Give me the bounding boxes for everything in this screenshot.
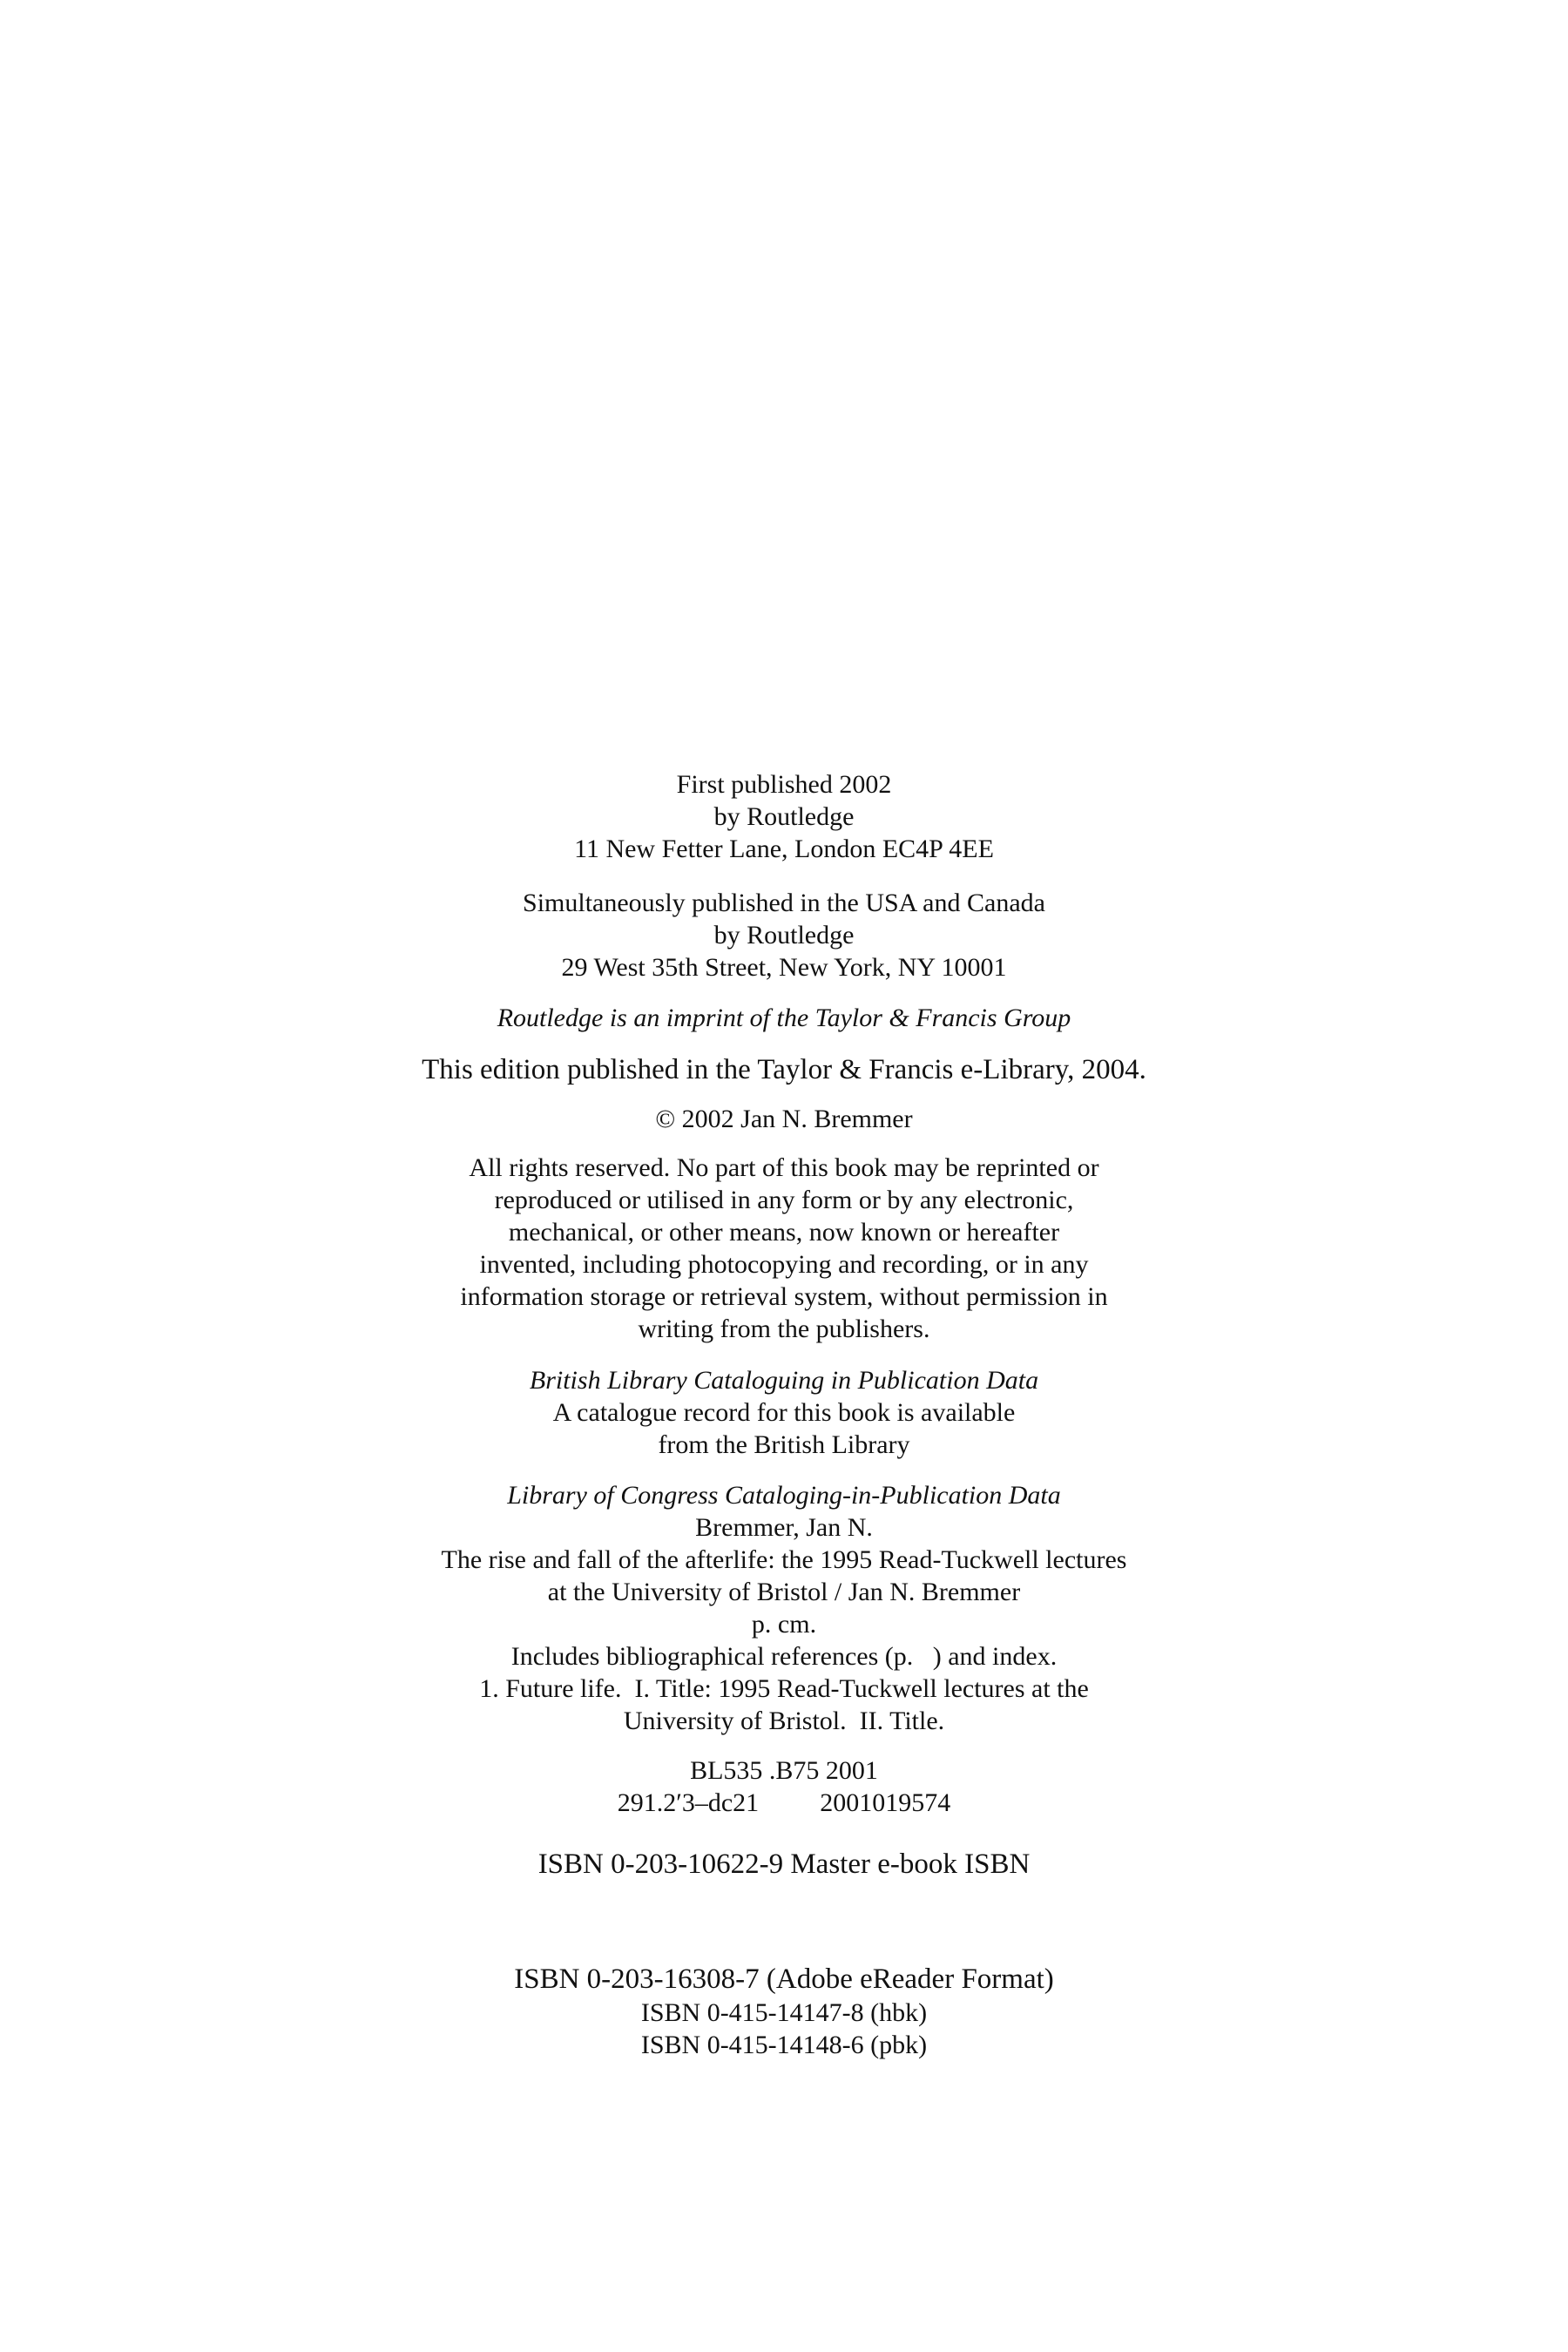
rights-statement (0, 1152, 1568, 1345)
rights-line: information storage or retrieval system, without permission in (460, 1282, 1108, 1311)
loc-line: Includes bibliographical references (p. ) and index. (510, 1642, 1058, 1671)
loc-line: University of Bristol. II. Title. (623, 1707, 945, 1735)
loc-line: at the University of Bristol / Jan N. Bremmer (547, 1578, 1021, 1606)
imprint-note (0, 1002, 1568, 1034)
loc-line: p. cm. (751, 1610, 817, 1639)
british-library-cip (0, 1364, 1568, 1461)
publisher-address-uk: 11 New Fetter Lane, London EC4P 4EE (574, 835, 994, 863)
simultaneous-note: Simultaneously published in the USA and Canada (523, 889, 1045, 917)
first-published: First published 2002 (676, 770, 892, 799)
loc-line: Bremmer, Jan N. (695, 1513, 873, 1542)
call-number: BL535 .B75 2001 (690, 1756, 878, 1785)
loc-heading: Library of Congress Cataloging-in-Publication Data (507, 1481, 1061, 1510)
edition-text: This edition published in the Taylor & Francis e-Library, 2004. (422, 1054, 1146, 1085)
copyright-text: © 2002 Jan N. Bremmer (655, 1105, 913, 1133)
rights-line: reproduced or utilised in any form or by any electronic, (494, 1186, 1074, 1214)
isbn-pbk: ISBN 0-415-14148-6 (pbk) (640, 2031, 928, 2059)
bl-heading: British Library Cataloguing in Publication Data (529, 1366, 1039, 1395)
publisher-uk (0, 768, 1568, 865)
dewey-number: 291.2′3–dc21 (617, 1788, 760, 1817)
loc-line: The rise and fall of the afterlife: the 1995 Read-Tuckwell lectures (441, 1545, 1127, 1574)
edition-note (0, 1052, 1568, 1087)
rights-line: All rights reserved. No part of this book may be reprinted or (469, 1153, 1099, 1182)
loc-cip (0, 1479, 1568, 1737)
isbn-hbk: ISBN 0-415-14147-8 (hbk) (640, 1998, 928, 2027)
publisher-name: by Routledge (713, 802, 855, 831)
isbn-list (0, 1962, 1568, 2061)
publisher-name: by Routledge (713, 921, 855, 950)
copyright-notice (0, 1103, 1568, 1135)
publisher-address-us: 29 West 35th Street, New York, NY 10001 (561, 953, 1007, 982)
bl-line: from the British Library (658, 1430, 910, 1459)
isbn-master (0, 1847, 1568, 1882)
lccn-number: 2001019574 (820, 1788, 951, 1817)
imprint-text: Routledge is an imprint of the Taylor & Francis Group (497, 1004, 1071, 1032)
rights-line: mechanical, or other means, now known or hereafter (508, 1218, 1060, 1247)
publisher-us (0, 887, 1568, 983)
isbn-master-text: ISBN 0-203-10622-9 Master e-book ISBN (537, 1848, 1031, 1880)
classification-numbers (0, 1754, 1568, 1819)
loc-line: 1. Future life. I. Title: 1995 Read-Tuckwell lectures at the (479, 1674, 1089, 1703)
bl-line: A catalogue record for this book is available (552, 1398, 1016, 1427)
isbn-adobe: ISBN 0-203-16308-7 (Adobe eReader Format) (514, 1963, 1054, 1995)
dewey-lccn-row (0, 1787, 1568, 1819)
rights-line: invented, including photocopying and recording, or in any (479, 1250, 1089, 1279)
rights-line: writing from the publishers. (638, 1315, 930, 1343)
